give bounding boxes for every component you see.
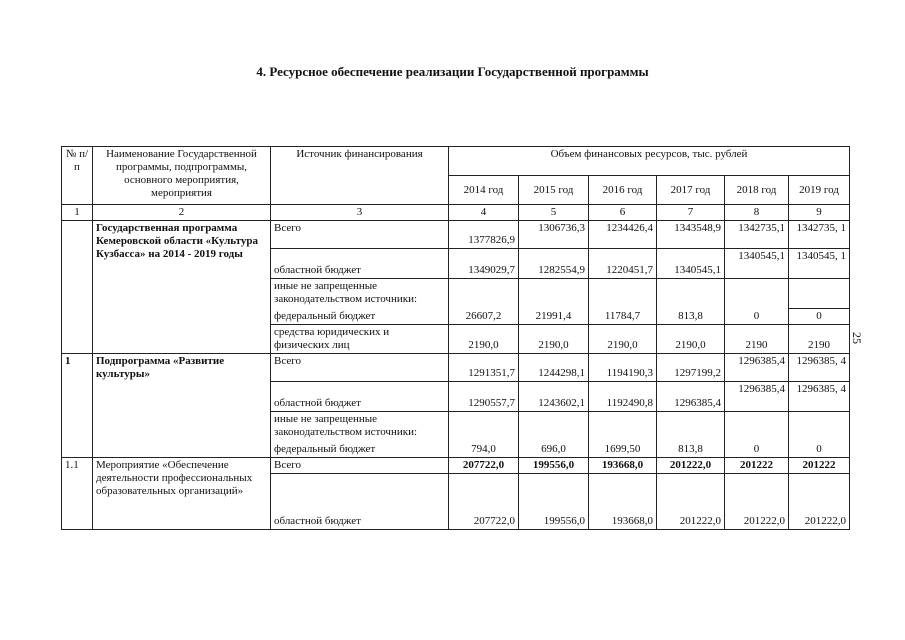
index-cell: 4 [449,205,519,221]
measure-regional-2018: 201222,0 [725,474,789,530]
subprogram-federal-2016: 1699,50 [589,412,657,458]
index-cell: 7 [657,205,725,221]
subprogram-total-2016: 1194190,3 [589,354,657,382]
index-cell: 1 [62,205,93,221]
measure-total-2018: 201222 [725,458,789,474]
year-2015: 2015 год [519,176,589,205]
header-volume: Объем финансовых ресурсов, тыс. рублей [449,147,850,176]
program-regional-2017: 1340545,1 [657,249,725,279]
measure-regional-2015: 199556,0 [519,474,589,530]
subprogram-regional-2019: 1296385, 4 [789,382,850,412]
measure-total-2017: 201222,0 [657,458,725,474]
measure-total-2016: 193668,0 [589,458,657,474]
program-regional-2014: 1349029,7 [449,249,519,279]
subprogram-regional-2016: 1192490,8 [589,382,657,412]
measure-total-label: Всего [271,458,449,474]
measure-total-2014: 207722,0 [449,458,519,474]
measure-total-row [62,458,850,474]
header-num: № п/п [62,147,93,205]
subprogram-regional-label: областной бюджет [271,382,449,412]
subprogram-total-2017: 1297199,2 [657,354,725,382]
subprogram-other-label: иные не запрещенные законодательством источники: [271,412,449,442]
program-legal-2019: 2190 [789,325,850,354]
subprogram-regional-2017: 1296385,4 [657,382,725,412]
program-total-label: Всего [271,221,449,249]
program-regional-2015: 1282554,9 [519,249,589,279]
measure-regional-label: областной бюджет [271,474,449,530]
program-federal-2016: 11784,7 [589,279,657,325]
program-other-label: иные не запрещенные законодательством источники: [271,279,449,309]
program-total-2016: 1234426,4 [589,221,657,249]
year-2016: 2016 год [589,176,657,205]
program-total-2017: 1343548,9 [657,221,725,249]
subprogram-federal-2017: 813,8 [657,412,725,458]
program-total-row [62,221,850,249]
index-row [62,205,850,221]
subprogram-total-2015: 1244298,1 [519,354,589,382]
index-cell: 9 [789,205,850,221]
year-2014: 2014 год [449,176,519,205]
program-total-2015: 1306736,3 [519,221,589,249]
program-name: Государственная программа Кемеровской области «Культура Кузбасса» на 2014 - 2019 годы [93,221,271,354]
subprogram-regional-2018: 1296385,4 [725,382,789,412]
document-title: 4. Ресурсное обеспечение реализации Государственной программы [256,64,649,79]
subprogram-federal-2019: 0 [789,412,850,458]
program-federal-2018: 0 [725,279,789,325]
index-cell: 2 [93,205,271,221]
subprogram-total-label: Всего [271,354,449,382]
program-federal-2015: 21991,4 [519,279,589,325]
program-legal-label: средства юридических и физических лиц [271,325,449,354]
program-federal-2017: 813,8 [657,279,725,325]
subprogram-federal-label: федеральный бюджет [271,442,449,458]
program-total-2014: 1377826,9 [449,221,519,249]
program-legal-2018: 2190 [725,325,789,354]
index-cell: 6 [589,205,657,221]
subprogram-num: 1 [62,354,93,458]
measure-regional-2016: 193668,0 [589,474,657,530]
year-2017: 2017 год [657,176,725,205]
resource-table [61,146,850,530]
header-name: Наименование Государственной программы, подпрограммы, основного мероприятия, мероприятия [93,147,271,205]
measure-total-2015: 199556,0 [519,458,589,474]
year-2018: 2018 год [725,176,789,205]
header-source: Источник финансирования [271,147,449,205]
program-regional-2019: 1340545, 1 [789,249,850,279]
program-federal-label: федеральный бюджет [271,309,449,325]
program-total-2019: 1342735, 1 [789,221,850,249]
program-federal-2019: 0 [789,309,850,325]
program-legal-2014: 2190,0 [449,325,519,354]
measure-name: Мероприятие «Обеспечение деятельности профессиональных образовательных организаций» [93,458,271,530]
subprogram-regional-2015: 1243602,1 [519,382,589,412]
page-number: 25 [850,332,864,344]
program-legal-2015: 2190,0 [519,325,589,354]
index-cell: 5 [519,205,589,221]
program-regional-2016: 1220451,7 [589,249,657,279]
subprogram-name: Подпрограмма «Развитие культуры» [93,354,271,458]
subprogram-total-2014: 1291351,7 [449,354,519,382]
measure-total-2019: 201222 [789,458,850,474]
subprogram-federal-2014: 794,0 [449,412,519,458]
subprogram-federal-2018: 0 [725,412,789,458]
index-cell: 8 [725,205,789,221]
subprogram-total-2018: 1296385,4 [725,354,789,382]
subprogram-regional-2014: 1290557,7 [449,382,519,412]
program-legal-2017: 2190,0 [657,325,725,354]
year-2019: 2019 год [789,176,850,205]
program-federal-2014: 26607,2 [449,279,519,325]
program-num [62,221,93,354]
subprogram-federal-2015: 696,0 [519,412,589,458]
measure-regional-2017: 201222,0 [657,474,725,530]
measure-regional-2014: 207722,0 [449,474,519,530]
index-cell: 3 [271,205,449,221]
measure-regional-2019: 201222,0 [789,474,850,530]
program-regional-label: областной бюджет [271,249,449,279]
measure-num: 1.1 [62,458,93,530]
program-legal-2016: 2190,0 [589,325,657,354]
program-federal-spacer [789,279,850,309]
subprogram-total-2019: 1296385, 4 [789,354,850,382]
subprogram-total-row [62,354,850,382]
program-total-2018: 1342735,1 [725,221,789,249]
program-regional-2018: 1340545,1 [725,249,789,279]
header-row [62,147,850,176]
